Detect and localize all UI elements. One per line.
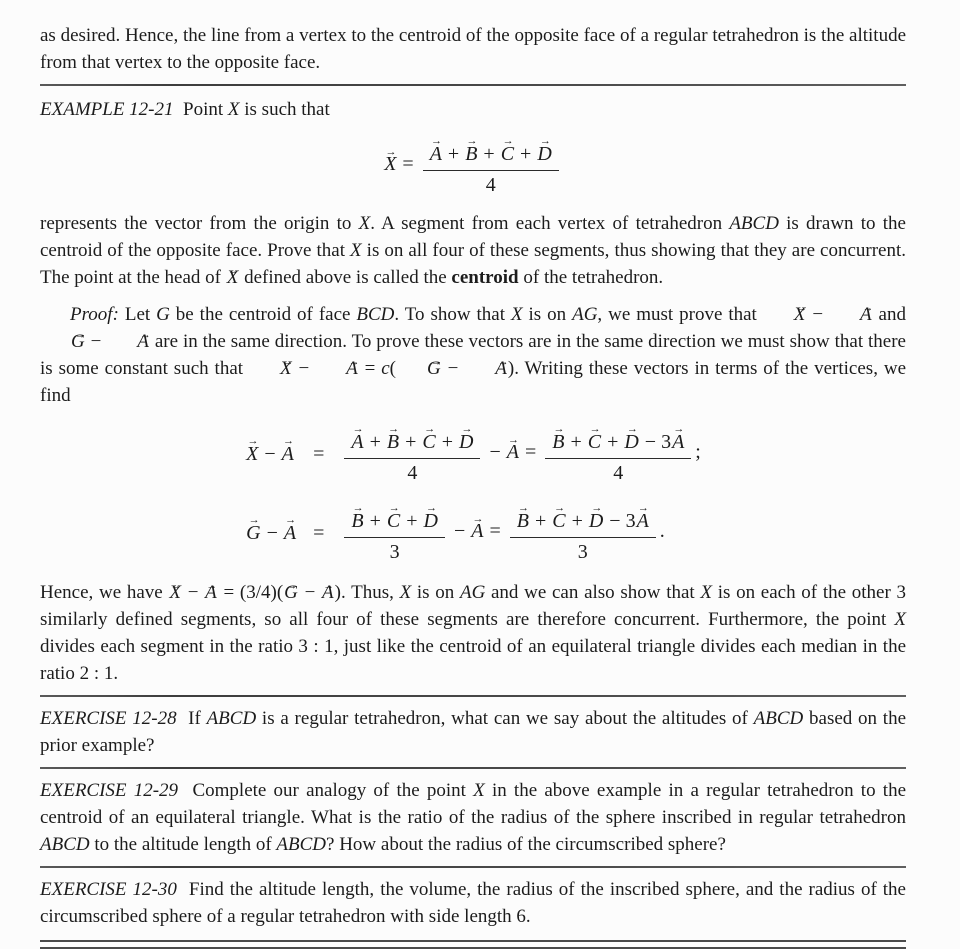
vector-b: B → [386,430,400,455]
text-run: X [700,582,713,603]
vector-a: A → [283,521,297,545]
text-run: X [510,304,523,325]
equation-row-2-rhs: $\frac{B \to + C \to + D \to}{3}$ − A → = $\frac{B \to + C \to + D \to - 3A \to}{3}$ . [340,500,701,565]
fraction: $\frac{B \to + C \to + D \to}{3}$ [344,500,445,565]
exercise-12-28-paragraph: EXERCISE 12-28 If ABCD is a regular tetrahedron, what can we say about the altitudes of ABCD based on the prior example? [40,708,907,756]
vector-a: A → [350,430,364,455]
vector-x: X → [383,152,397,176]
vector-b: B → [350,509,364,534]
vector-c: C → [551,509,566,534]
text-run: EXERCISE 12-29 [40,780,179,801]
text-run: X [350,240,362,261]
exercise-12-30-paragraph: EXERCISE 12-30 Find the altitude length, the volume, the radius of the inscribed sphere, and the radius of the circumscribed sphere of a regular tetrahedron with side length 6. [40,879,906,927]
text-run: X [473,780,485,801]
vector-d: D → [458,430,474,455]
text-run: ABCD [276,834,327,855]
vector-d: D → [422,509,438,534]
bottom-double-rule [40,940,906,949]
fraction: $\frac{B \to + C \to + D \to - 3A \to}{3}$ [510,500,656,565]
vector-c: C → [386,509,401,534]
fraction: $\frac{B \to + C \to + D \to - 3A \to}{4}$ [545,421,691,486]
fraction: $\frac{A \to + B \to + C \to + D \to}{4}$ [344,421,480,486]
text-run: X [894,609,906,630]
intro-paragraph: as desired. Hence, the line from a vertex to the centroid of the opposite face of a regular tetrahedron is the altitude from that vertex to the opposite face. [40,25,906,73]
section-rule [40,767,906,769]
section-rule [40,866,906,868]
vector-c: C → [421,430,436,455]
centroid-definition-equation: X → = $\frac{A \to + B \to + C \to + D \to}{4}$ [40,133,906,198]
vector-d: D → [588,509,604,534]
equation-row-1-lhs: X → − A → [245,442,297,466]
vector-g: G → [40,328,86,355]
vector-x: X → [763,301,807,328]
vector-a: A → [321,579,335,606]
text-run: G [156,304,170,325]
proof-paragraph: Proof: Let G be the centroid of face BCD. To show that X is on AG, we must prove that X → − A → and G → − A → are in the same direction. To prove these vectors are in the same direction we must show that there is some constant such that X → − A → = c( G → − A →). Writing these vectors in terms of the vertices, we find [40,301,906,409]
example-12-21-heading: EXAMPLE 12-21 Point X is such that [40,99,330,120]
text-run: Point [173,99,228,120]
text-run: ABCD [729,213,779,234]
text-run: ABCD [40,834,90,855]
text-run: AG [459,582,486,603]
text-run: ABCD [753,708,804,729]
fraction: $\frac{A \to + B \to + C \to + D \to}{4}$ [423,133,559,198]
section-rule [40,695,906,697]
vector-b: B → [516,509,530,534]
text-run: X [399,582,412,603]
vector-a: A → [204,579,218,606]
exercise-12-29-paragraph: EXERCISE 12-29 Complete our analogy of the point X in the above example in a regular tetrahedron to the centroid of an equilateral triangle. What is the ratio of the radius of the sphere inscribed in regular tetrahedron ABCD to the altitude length of ABCD? How about the radius of the circumscribed sphere? [40,780,907,855]
vector-a: A → [315,355,359,382]
vector-c: C → [587,430,602,455]
vector-g: G → [396,355,442,382]
text-run: c [381,358,390,379]
vector-d: D → [623,430,639,455]
equation-row-1-rhs: $\frac{A \to + B \to + C \to + D \to}{4}$ − A → = $\frac{B \to + C \to + D \to - 3A \to}{4}$ ; [340,421,701,486]
proof-equation-block [40,421,906,565]
equation-row-1-equals: = [313,442,325,465]
vector-a: A → [470,519,484,543]
text-run: EXERCISE 12-30 [40,879,177,900]
vector-a: A → [429,142,443,167]
vector-b: B → [551,430,565,455]
section-rule [40,84,906,86]
text-run: X [358,213,371,234]
proof-conclusion-paragraph: Hence, we have X → − A → = (3/4)(G → − A →). Thus, X is on AG and we can also show that X is on each of the other 3 similarly defined segments, so all four of these segments are therefore concurrent. Furthermore, the point X divides each segment in the ratio 3 : 1, just like the centroid of an equilateral triangle divides each median in the ratio 2 : 1. [40,579,906,687]
text-run: ABCD [206,708,257,729]
vector-a: A → [464,355,508,382]
vector-a: A → [281,442,295,466]
text-run: X [227,99,240,120]
text-run: EXAMPLE 12-21 [40,99,174,120]
vector-d: D → [536,142,552,167]
text-run: Proof: [70,304,119,325]
vector-a: A → [506,440,520,464]
vector-g: G → [245,521,261,545]
vector-a: A → [106,328,150,355]
vector-a: A → [671,430,685,455]
vector-x: X → [249,355,293,382]
vector-c: C → [500,142,515,167]
vector-a: A → [829,301,873,328]
vector-a: A → [636,509,650,534]
text-run: EXERCISE 12-28 [40,708,177,729]
equation-row-2-lhs: G → − A → [245,521,297,545]
text-run: centroid [451,267,519,288]
text-run: AG [572,304,598,325]
vector-b: B → [464,142,478,167]
vector-x: X → [226,264,240,291]
equation-row-2-equals: = [313,521,325,544]
text-run: BCD [356,304,395,325]
example-12-21-paragraph: represents the vector from the origin to X. A segment from each vertex of tetrahedron ABCD is drawn to the centroid of the opposite face. Prove that X is on all four of these segments, thus showing that they are concurrent. The point at the head of X → defined above is called the centroid of the tetrahedron. [40,210,906,291]
vector-x: X → [245,442,259,466]
vector-x: X → [168,579,182,606]
vector-g: G → [283,579,299,606]
